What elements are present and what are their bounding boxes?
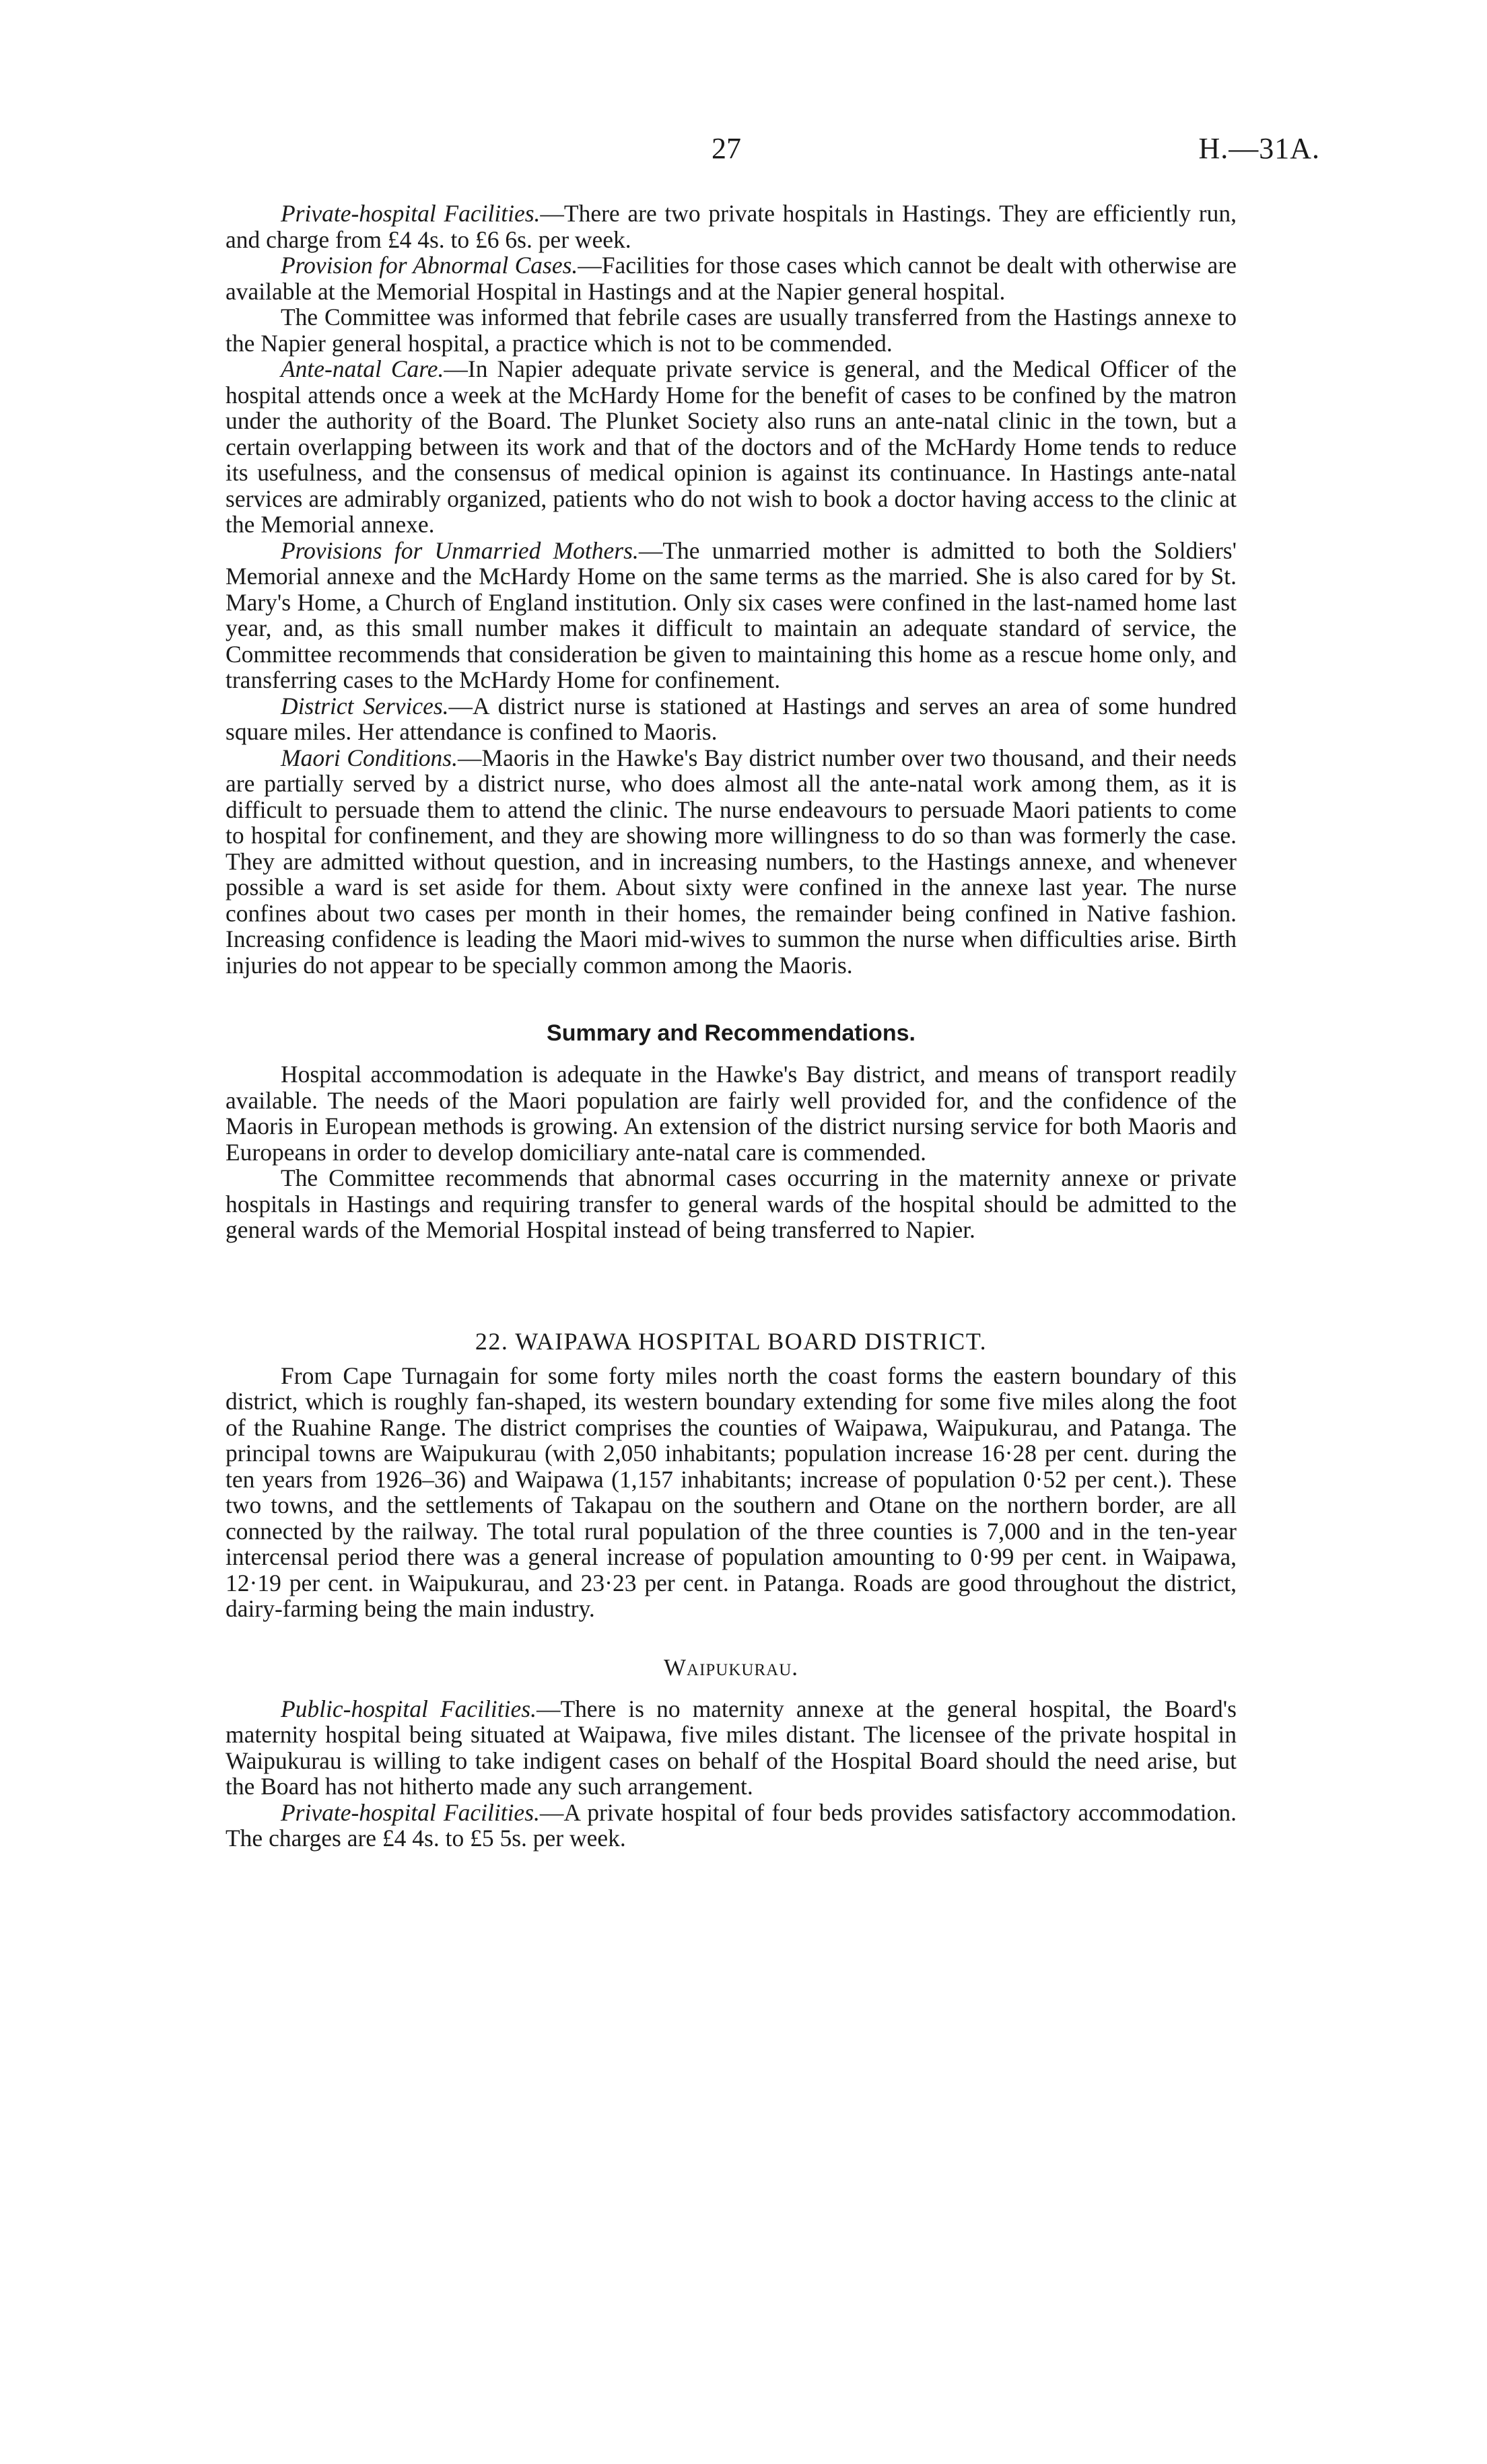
paragraph-public-hospital-facilities bbox=[226, 1696, 1237, 1800]
waipukurau-heading: Waipukurau. bbox=[663, 1654, 798, 1681]
paragraph-label: Provision for Abnormal Cases. bbox=[281, 252, 578, 279]
paragraph-text: —There is no maternity annexe at the general hospital, the Board's maternity hospital being situated at Waipawa, five miles distant. The licensee of the private hospital in Waipukurau is willing to take indigent cases on behalf of the Hospital Board should the need arise, but the Board has not hitherto made any such arrangement. bbox=[226, 1695, 1237, 1800]
paragraph-text: —A district nurse is stationed at Hastings and serves an area of some hundred square miles. Her attendance is confined to Maoris. bbox=[226, 692, 1237, 745]
paragraph-text: —Facilities for those cases which cannot be dealt with otherwise are available at the Memorial Hospital in Hastings and at the Napier general hospital. bbox=[226, 252, 1237, 305]
hastings-continued-section bbox=[226, 201, 1237, 978]
paragraph-text: —In Napier adequate private service is general, and the Medical Officer of the hospital attends once a week at the McHardy Home for the benefit of cases to be confined by the matron under the authority of the Board. The Plunket Society also runs an ante-natal clinic in the town, but a certain overlapping between its work and that of the doctors and of the McHardy Home tends to reduce its usefulness, and the consensus of medical opinion is against its continuance. In Hastings ante-natal services are admirably organized, patients who do not wish to book a doctor having access to the clinic at the Memorial annexe. bbox=[226, 355, 1237, 538]
paragraph-label: Ante-natal Care. bbox=[281, 355, 444, 382]
paragraph-unmarried-mothers bbox=[226, 538, 1237, 693]
summary-section bbox=[226, 1061, 1237, 1243]
paragraph-text: The Committee was informed that febrile cases are usually transferred from the Hastings annexe to the Napier general hospital, a practice which is not to be commended. bbox=[226, 304, 1237, 357]
paragraph-text: —Maoris in the Hawke's Bay district number over two thousand, and their needs are partially served by a district nurse, who does almost all the ante-natal work among them, as it is difficult to persuade them to attend the clinic. The nurse endeavours to persuade Maori patients to come to hospital for confinement, and they are showing more willingness to do so than was formerly the case. They are admitted without question, and in increasing numbers, to the Hastings annexe, and whenever possible a ward is set aside for them. About sixty were confined in the annexe last year. The nurse confines about two cases per month in their homes, the remainder being confined in Native fashion. Increasing confidence is leading the Maori mid-wives to summon the nurse when difficulties arise. Birth injuries do not appear to be specially common among the Maoris. bbox=[226, 744, 1237, 979]
waipukurau-section bbox=[226, 1696, 1237, 1852]
paragraph-label: Provisions for Unmarried Mothers. bbox=[281, 536, 639, 564]
paragraph-label: Private-hospital Facilities. bbox=[281, 200, 541, 227]
summary-paragraph: Hospital accommodation is adequate in the Hawke's Bay district, and means of transport readily available. The needs of the Maori population are fairly well provided for, and the confidence of the Maoris in European methods is growing. An extension of the district nursing service for both Maoris and Europeans in order to develop domiciliary ante-natal care is commended. bbox=[226, 1061, 1237, 1166]
paragraph-text: —The unmarried mother is admitted to both the Soldiers' Memorial annexe and the McHardy Home on the same terms as the married. She is also cared for by St. Mary's Home, a Church of England institution. Only six cases were confined in the last-named home last year, and, as this small number makes it difficult to maintain an adequate standard of service, the Committee recommends that consideration be given to maintaining this home as a rescue home only, and transferring cases to the McHardy Home for confinement. bbox=[226, 536, 1237, 693]
paragraph-text: —There are two private hospitals in Hastings. They are efficiently run, and charge from £4 4s. to £6 6s. per week. bbox=[226, 200, 1237, 253]
paragraph-text: —A private hospital of four beds provides satisfactory accommodation. The charges are £4 4s. to £5 5s. per week. bbox=[226, 1798, 1237, 1852]
district-intro-paragraph: From Cape Turnagain for some forty miles north the coast forms the eastern boundary of this district, which is roughly fan-shaped, its western boundary extending for some five miles along the foot of the Ruahine Range. The district comprises the counties of Waipawa, Waipukurau, and Patanga. The principal towns are Waipukurau (with 2,050 inhabitants; population increase 16·28 per cent. during the ten years from 1926–36) and Waipawa (1,157 inhabitants; increase of population 0·52 per cent.). These two towns, and the settlements of Takapau on the southern and Otane on the northern border, are all connected by the railway. The total rural population of the three counties is 7,000 and in the ten-year intercensal period there was a general increase of population amounting to 0·99 per cent. in Waipawa, 12·19 per cent. in Waipukurau, and 23·23 per cent. in Patanga. Roads are good throughout the district, dairy-farming being the main industry. bbox=[226, 1362, 1237, 1622]
summary-paragraph: The Committee recommends that abnormal cases occurring in the maternity annexe or private hospitals in Hastings and requiring transfer to general wards of the hospital should be admitted to the general wards of the Memorial Hospital instead of being transferred to Napier. bbox=[226, 1164, 1237, 1243]
paragraph-maori-conditions bbox=[226, 745, 1237, 979]
paragraph-private-hospital-facilities bbox=[226, 201, 1237, 252]
paragraph-ante-natal-care bbox=[226, 356, 1237, 538]
paragraph-private-hospital-facilities bbox=[226, 1800, 1237, 1852]
summary-heading: Summary and Recommendations. bbox=[547, 1020, 915, 1046]
page-header bbox=[0, 131, 1487, 178]
paragraph-label: Private-hospital Facilities. bbox=[281, 1798, 540, 1826]
page-body bbox=[226, 201, 1237, 1852]
paragraph-label: Public-hospital Facilities. bbox=[281, 1695, 537, 1722]
document-reference: H.—31A. bbox=[1198, 132, 1320, 165]
page-number: 27 bbox=[712, 132, 741, 165]
paragraph-febrile-cases bbox=[226, 304, 1237, 356]
paragraph-label: District Services. bbox=[281, 692, 449, 719]
district-heading: 22. WAIPAWA HOSPITAL BOARD DISTRICT. bbox=[475, 1327, 988, 1355]
paragraph-district-services bbox=[226, 693, 1237, 745]
paragraph-label: Maori Conditions. bbox=[281, 744, 458, 771]
paragraph-abnormal-cases bbox=[226, 252, 1237, 304]
